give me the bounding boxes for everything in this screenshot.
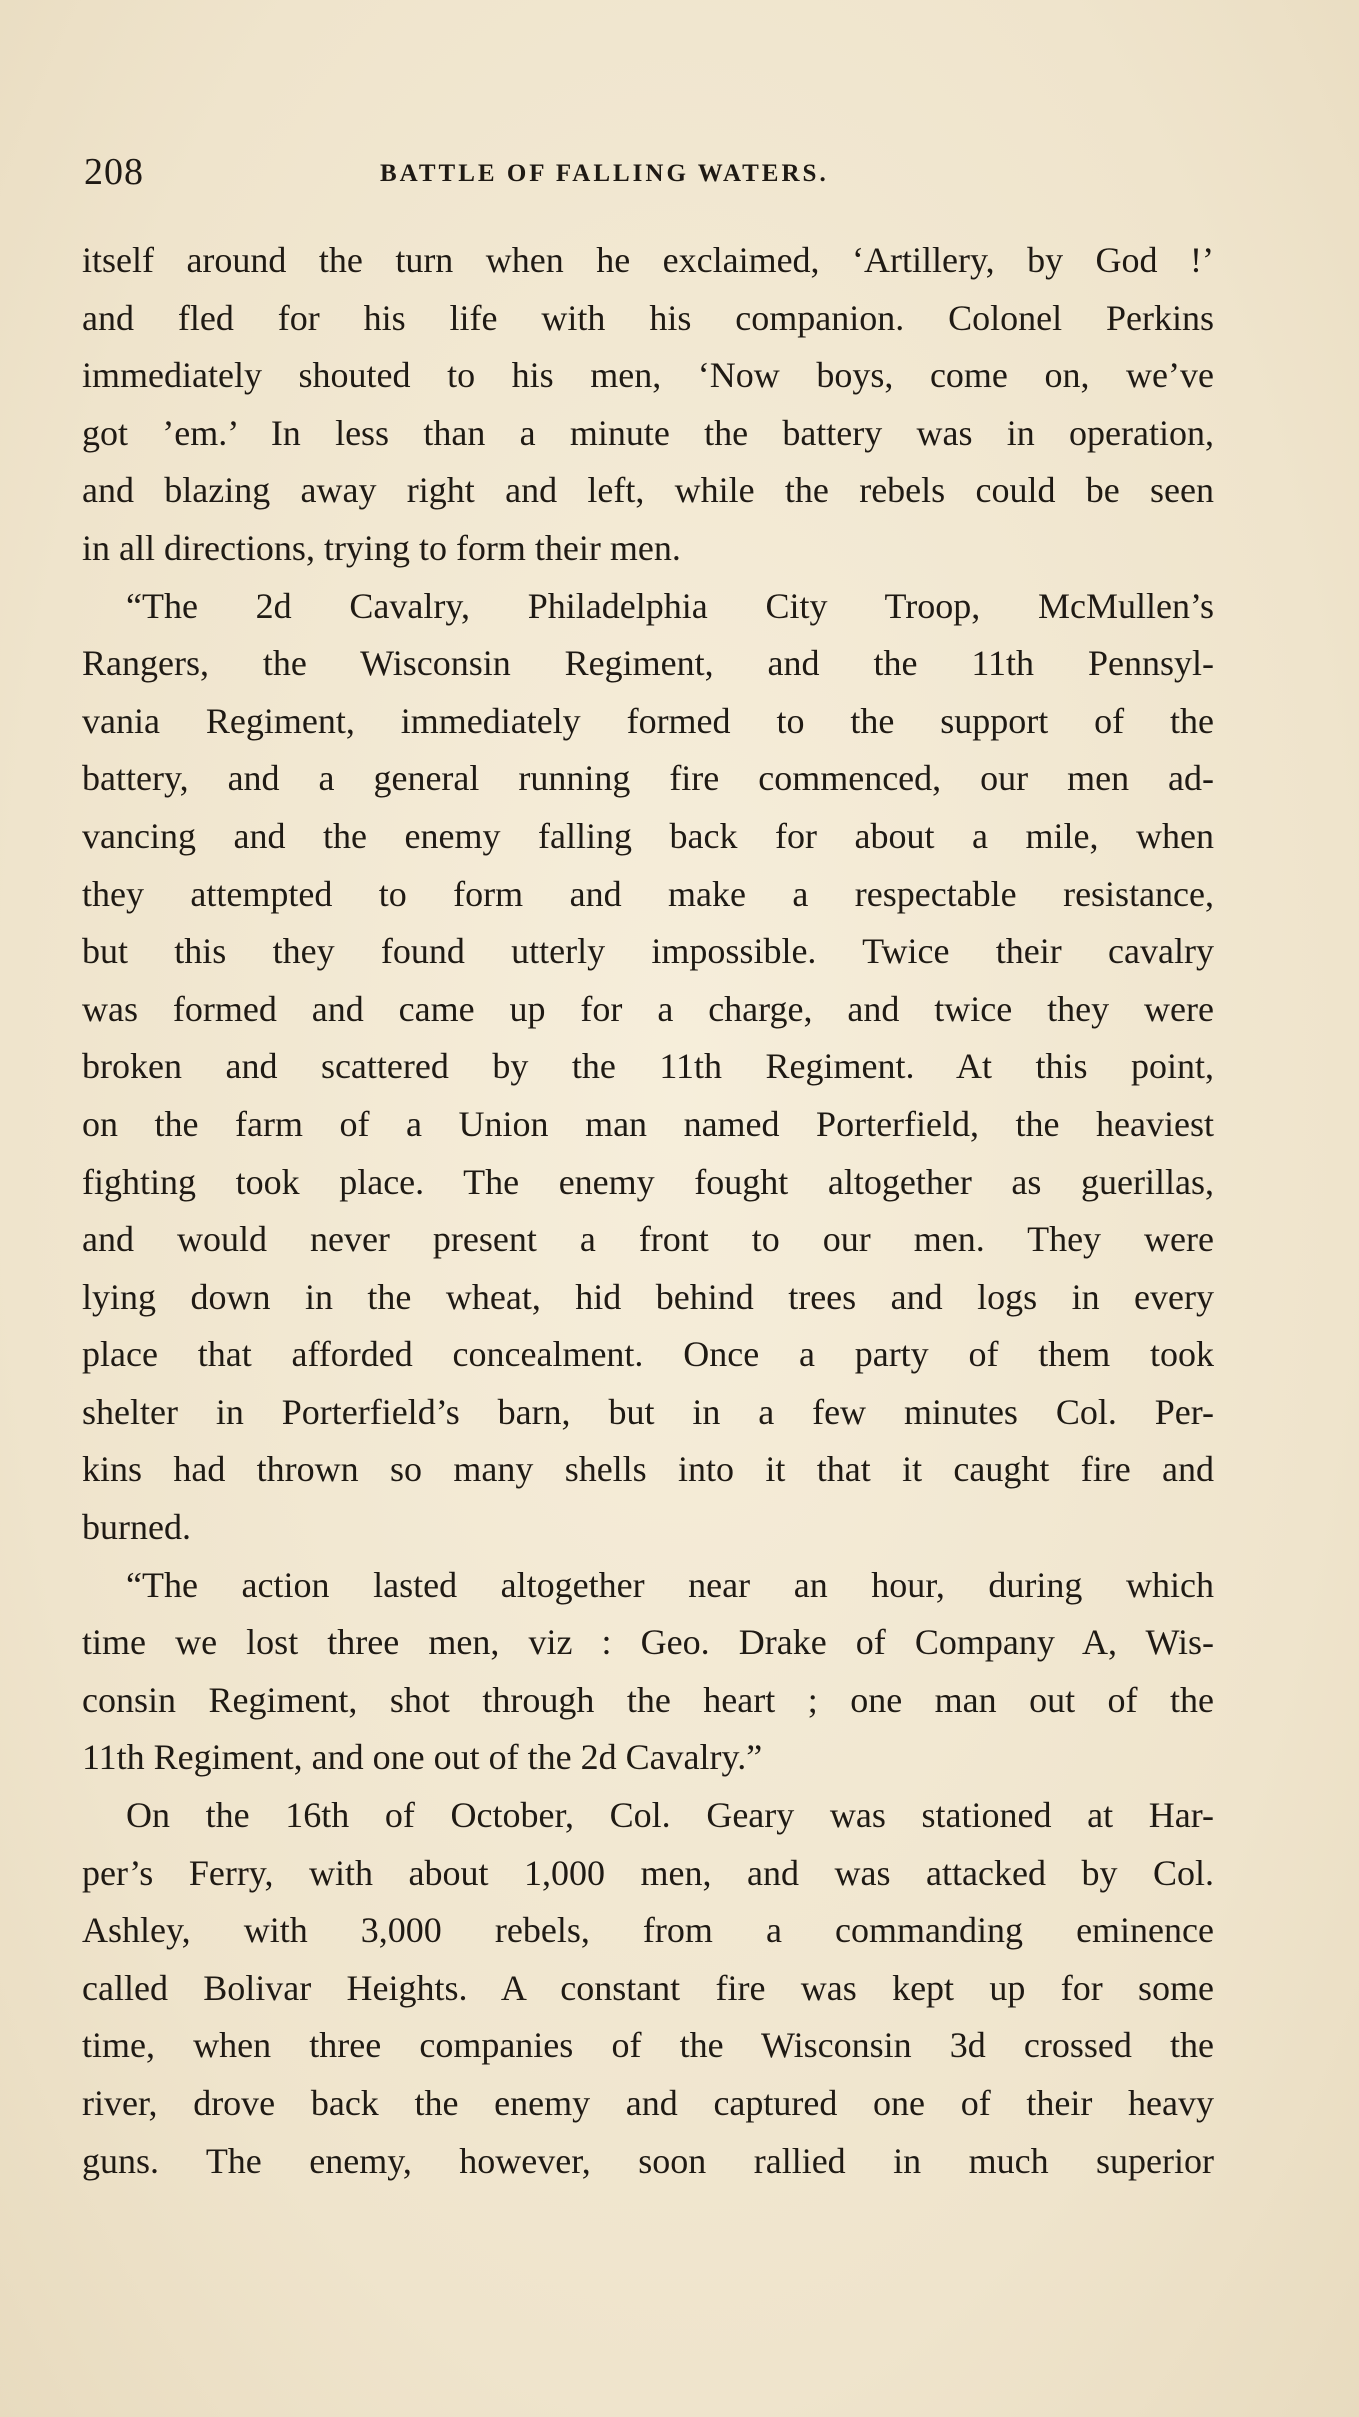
text-line: On the 16th of October, Col. Geary was stationed at Har-: [126, 1795, 1214, 1836]
text-line: guns. The enemy, however, soon rallied in much superior: [82, 2140, 1214, 2181]
text-line: vania Regiment, immediately formed to the support of the: [82, 700, 1214, 741]
text-line: on the farm of a Union man named Porterfield, the heaviest: [82, 1103, 1214, 1144]
text-line: vancing and the enemy falling back for about a mile, when: [82, 815, 1214, 856]
text-line: 11th Regiment, and one out of the 2d Cavalry.”: [82, 1737, 763, 1778]
text-line: Rangers, the Wisconsin Regiment, and the 11th Pennsyl-: [82, 643, 1214, 684]
text-line: “The 2d Cavalry, Philadelphia City Troop, McMullen’s: [126, 585, 1214, 626]
text-line: shelter in Porterfield’s barn, but in a few minutes Col. Per-: [82, 1391, 1214, 1432]
text-line: consin Regiment, shot through the heart ; one man out of the: [82, 1679, 1214, 1720]
text-line: “The action lasted altogether near an hour, during which: [126, 1564, 1214, 1605]
text-line: Ashley, with 3,000 rebels, from a commanding eminence: [82, 1910, 1214, 1951]
text-line: broken and scattered by the 11th Regiment. At this point,: [82, 1046, 1214, 1087]
text-line: time we lost three men, viz : Geo. Drake of Company A, Wis-: [82, 1622, 1214, 1663]
running-head: [84, 150, 1214, 200]
text-line: itself around the turn when he exclaimed, ‘Artillery, by God !’: [82, 240, 1214, 280]
text-line: in all directions, trying to form their men.: [82, 527, 681, 568]
text-line: battery, and a general running fire commenced, our men ad-: [82, 758, 1214, 799]
text-line: time, when three companies of the Wisconsin 3d crossed the: [82, 2025, 1214, 2066]
text-line: and blazing away right and left, while the rebels could be seen: [82, 470, 1214, 511]
text-line: lying down in the wheat, hid behind trees and logs in every: [82, 1276, 1214, 1317]
text-line: place that afforded concealment. Once a party of them took: [82, 1334, 1214, 1375]
text-line: called Bolivar Heights. A constant fire was kept up for some: [82, 1967, 1214, 2008]
body-text: [82, 232, 1214, 2190]
text-line: but this they found utterly impossible. Twice their cavalry: [82, 931, 1214, 972]
text-line: per’s Ferry, with about 1,000 men, and was attacked by Col.: [82, 1852, 1214, 1893]
text-line: burned.: [82, 1507, 191, 1548]
text-line: immediately shouted to his men, ‘Now boys, come on, we’ve: [82, 355, 1214, 396]
text-line: fighting took place. The enemy fought altogether as guerillas,: [82, 1161, 1214, 1202]
page-number: 208: [84, 151, 144, 193]
running-title: BATTLE OF FALLING WATERS.: [380, 160, 829, 187]
text-line: they attempted to form and make a respectable resistance,: [82, 873, 1214, 914]
text-line: was formed and came up for a charge, and twice they were: [82, 988, 1214, 1029]
text-line: and fled for his life with his companion. Colonel Perkins: [82, 297, 1214, 338]
text-line: and would never present a front to our men. They were: [82, 1219, 1214, 1260]
text-line: got ’em.’ In less than a minute the battery was in operation,: [82, 412, 1214, 453]
text-line: river, drove back the enemy and captured one of their heavy: [82, 2083, 1214, 2123]
text-line: kins had thrown so many shells into it that it caught fire and: [82, 1449, 1214, 1490]
